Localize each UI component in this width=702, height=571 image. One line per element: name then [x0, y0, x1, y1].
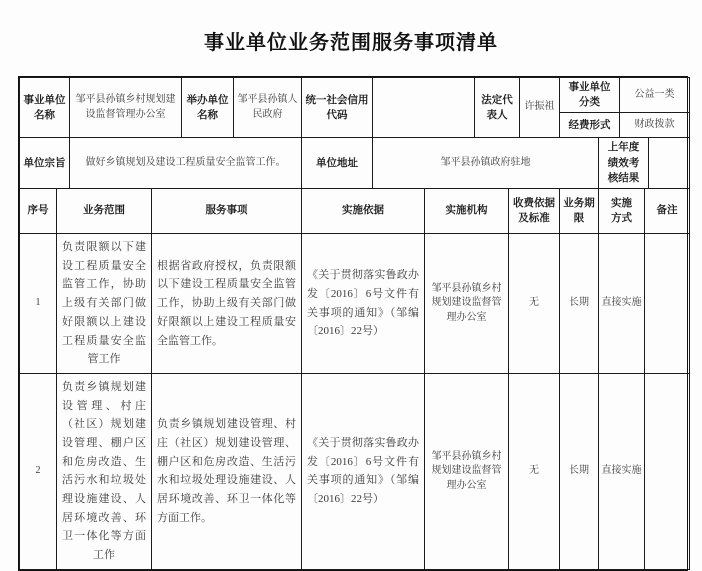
- cell-fee: 无: [509, 234, 560, 374]
- cell-basis: 《关于贯彻落实鲁政办发〔2016〕6号文件有关事项的通知》（邹编〔2016〕22号）: [302, 234, 425, 374]
- mission-value: 做好乡镇规划及建设工程质量安全监管工作。: [70, 138, 302, 189]
- info-row-1a: [20, 78, 690, 113]
- table-row: [20, 234, 690, 374]
- address-value: 邹平县孙镇政府驻地: [373, 138, 599, 189]
- credit-code-label: 统一社会信用代码: [302, 78, 373, 138]
- legal-rep-label: 法定代表人: [475, 78, 520, 138]
- cell-method: 直接实施: [599, 373, 645, 569]
- col-header-method: 实施方式: [599, 189, 645, 234]
- cell-scope: 负责乡镇规划建设管理、村庄（社区）规划建设管理、棚户区和危房改造、生活污水和垃圾处理设施建设、人居环境改善、环卫一体化等方面工作: [57, 373, 152, 569]
- col-header-no: 序号: [20, 189, 57, 234]
- funding-type-label: 经费形式: [560, 113, 620, 138]
- col-header-service: 服务事项: [152, 189, 302, 234]
- mission-label: 单位宗旨: [20, 138, 70, 189]
- col-header-agency: 实施机构: [425, 189, 509, 234]
- services-table: [19, 188, 690, 570]
- assessment-label: 上年度绩效考核结果: [599, 138, 649, 189]
- cell-remark: [645, 373, 690, 569]
- legal-rep-value: 许振祖: [520, 78, 560, 138]
- funding-type-value: 财政拨款: [620, 113, 690, 138]
- col-header-basis: 实施依据: [302, 189, 425, 234]
- cell-basis: 《关于贯彻落实鲁政办发〔2016〕6号文件有关事项的通知》（邹编〔2016〕22号）: [302, 373, 425, 569]
- info-table-top: [19, 77, 690, 138]
- document-table-wrapper: [18, 76, 688, 571]
- info-row-2: [20, 138, 690, 189]
- credit-code-value: [373, 78, 475, 138]
- col-header-term: 业务期限: [560, 189, 599, 234]
- cell-scope: 负责限额以下建设工程质量安全监管工作，协助上级有关部门做好限额以上建设工程质量安全监管工作: [57, 234, 152, 374]
- org-name-value: 邹平县孙镇乡村规划建设监督管理办公室: [70, 78, 182, 138]
- org-category-label: 事业单位分类: [560, 78, 620, 113]
- assessment-value: [649, 138, 690, 189]
- cell-agency: 邹平县孙镇乡村规划建设监督管理办公室: [425, 373, 509, 569]
- cell-term: 长期: [560, 234, 599, 374]
- cell-remark: [645, 234, 690, 374]
- cell-no: 2: [20, 373, 57, 569]
- sponsor-name-label: 举办单位名称: [182, 78, 234, 138]
- col-header-fee: 收费依据及标准: [509, 189, 560, 234]
- column-header-row: [20, 189, 690, 234]
- cell-method: 直接实施: [599, 234, 645, 374]
- col-header-scope: 业务范围: [57, 189, 152, 234]
- cell-term: 长期: [560, 373, 599, 569]
- org-category-value: 公益一类: [620, 78, 690, 113]
- cell-fee: 无: [509, 373, 560, 569]
- col-header-remark: 备注: [645, 189, 690, 234]
- page-title: 事业单位业务范围服务事项清单: [204, 32, 498, 54]
- org-name-label: 事业单位名称: [20, 78, 70, 138]
- cell-agency: 邹平县孙镇乡村规划建设监督管理办公室: [425, 234, 509, 374]
- address-label: 单位地址: [302, 138, 373, 189]
- cell-service: 根据省政府授权，负责限额以下建设工程质量安全监管工作，协助上级有关部门做好限额以上建设工程质量安全监管工作。: [152, 234, 302, 374]
- cell-no: 1: [20, 234, 57, 374]
- info-table-mission: [19, 137, 690, 189]
- table-row: [20, 373, 690, 569]
- sponsor-name-value: 邹平县孙镇人民政府: [234, 78, 302, 138]
- cell-service: 负责乡镇规划建设管理、村庄（社区）规划建设管理、棚户区和危房改造、生活污水和垃圾处理设施建设、人居环境改善、环卫一体化等方面工作。: [152, 373, 302, 569]
